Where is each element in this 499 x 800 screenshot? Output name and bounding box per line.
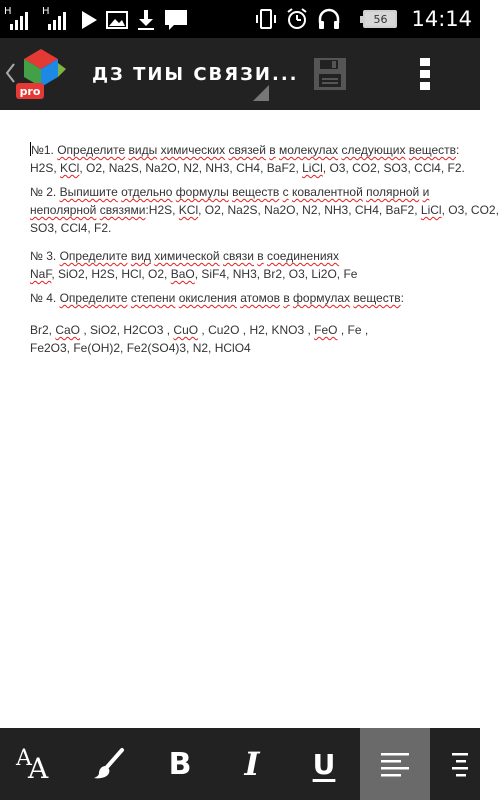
document-text: :: [400, 291, 404, 305]
spellcheck-word: веществ: [408, 143, 457, 157]
align-center-icon: [440, 751, 464, 777]
spellcheck-word: LiCl: [420, 203, 442, 217]
document-text: SO3, CCl4, F2.: [30, 221, 112, 235]
underline-button[interactable]: [288, 728, 360, 800]
image-icon: [106, 6, 128, 34]
spellcheck-word: связей: [228, 143, 266, 157]
title-dropdown-corner-icon[interactable]: [252, 84, 270, 102]
spellcheck-word: степени: [130, 291, 176, 305]
spellcheck-word: Определите: [59, 249, 128, 263]
spellcheck-word: вид: [130, 249, 151, 263]
spellcheck-word: связями: [99, 203, 146, 217]
spellcheck-word: виды: [128, 143, 158, 157]
battery-icon: [363, 5, 397, 33]
italic-icon: I: [244, 745, 260, 783]
save-button[interactable]: [310, 54, 350, 94]
document-text: Fe2O3, Fe(OH)2, Fe2(SO4)3, N2, HClO4: [30, 341, 251, 355]
format-painter-button[interactable]: [72, 728, 144, 800]
signal-bars-icon: [4, 8, 34, 32]
spellcheck-word: атомов: [240, 291, 280, 305]
spellcheck-word: связи: [222, 249, 254, 263]
spellcheck-word: FeO: [314, 323, 338, 337]
document-line[interactable]: [30, 266, 476, 284]
font-size-button[interactable]: [0, 728, 72, 800]
spellcheck-word: молекулах: [279, 143, 339, 157]
document-text: , O2, Na2S, Na2O, N2, NH3, CH4, BaF2,: [198, 203, 421, 217]
spellcheck-word: веществ: [353, 291, 401, 305]
spellcheck-word: ковалентной: [292, 185, 363, 199]
document-line[interactable]: [30, 184, 476, 202]
formatting-toolbar: [0, 728, 480, 800]
spellcheck-word: KCl: [60, 161, 80, 175]
spellcheck-word: и: [422, 185, 430, 199]
spellcheck-word: полярной: [366, 185, 420, 199]
battery-level: 56: [363, 10, 397, 28]
document-text: , SiO2, H2CO3 ,: [80, 323, 174, 337]
document-line[interactable]: [30, 220, 476, 238]
spellcheck-word: следующих: [341, 143, 406, 157]
document-body[interactable]: [30, 142, 499, 358]
spellcheck-word: химической: [154, 249, 220, 263]
spellcheck-word: в: [257, 249, 264, 263]
document-title[interactable]: ДЗ ТИЫ СВЯЗИ...: [92, 64, 299, 85]
underline-icon: U: [312, 747, 336, 781]
align-left-button[interactable]: [360, 728, 430, 800]
align-center-button[interactable]: [430, 728, 464, 800]
network-h-indicator-2: [42, 6, 72, 34]
vibrate-icon: [255, 5, 277, 33]
spellcheck-word: окисления: [178, 291, 237, 305]
spellcheck-word: Выпишите: [59, 185, 118, 199]
download-icon: [136, 6, 156, 34]
document-text: :H2S,: [145, 203, 179, 217]
signal-bars-icon-2: [42, 8, 72, 32]
document-line[interactable]: [30, 248, 476, 266]
spellcheck-word: формулы: [175, 185, 229, 199]
spellcheck-word: отдельно: [121, 185, 173, 199]
spellcheck-word: Определите: [59, 291, 128, 305]
spellcheck-word: KCl: [178, 203, 199, 217]
line-gap: [30, 308, 476, 322]
document-text: :: [456, 143, 460, 157]
office-suite-logo-icon[interactable]: [14, 47, 68, 101]
spellcheck-word: BaO: [170, 267, 195, 281]
spellcheck-word: CuO: [173, 323, 199, 337]
document-text: , SiO2, H2S, HCl, O2,: [51, 267, 171, 281]
spellcheck-word: веществ: [232, 185, 280, 199]
network-type-label-2: H: [42, 6, 50, 17]
network-type-label: H: [4, 6, 12, 17]
paintbrush-icon: [91, 747, 125, 781]
document-line[interactable]: [30, 322, 476, 340]
status-clock: 14:14: [411, 7, 472, 31]
more-options-icon[interactable]: [414, 54, 436, 94]
spellcheck-word: неполярной: [30, 203, 97, 217]
document-line[interactable]: [30, 142, 476, 160]
spellcheck-word: CaO: [55, 323, 81, 337]
spellcheck-word: формулах: [293, 291, 351, 305]
bold-button[interactable]: [144, 728, 216, 800]
headphones-icon: [317, 5, 341, 33]
italic-button[interactable]: [216, 728, 288, 800]
spellcheck-word: с: [282, 185, 289, 199]
document-text: № 2.: [30, 185, 60, 199]
spellcheck-word: в: [269, 143, 276, 157]
document-text: , Fe ,: [337, 323, 369, 337]
document-text: № 3.: [30, 249, 60, 263]
document-line[interactable]: [30, 202, 499, 220]
spellcheck-word: в: [283, 291, 290, 305]
alarm-icon: [285, 5, 309, 33]
document-text: №1.: [31, 143, 58, 157]
action-bar: [0, 38, 480, 110]
document-text: Br2,: [30, 323, 56, 337]
spellcheck-word: NaF: [30, 267, 52, 281]
document-text: , O2, Na2S, Na2O, N2, NH3, CH4, BaF2,: [79, 161, 303, 175]
document-line[interactable]: [30, 160, 476, 178]
align-left-icon: [379, 751, 411, 777]
network-h-indicator: [4, 6, 34, 34]
document-text: , SiF4, NH3, Br2, O3, Li2O, Fe: [194, 267, 358, 281]
document-text: H2S,: [30, 161, 61, 175]
document-text: , Cu2O , H2, KNO3 ,: [198, 323, 315, 337]
bold-icon: B: [168, 746, 192, 782]
spellcheck-word: химических: [160, 143, 226, 157]
document-line[interactable]: [30, 290, 476, 308]
font-size-icon: A A: [16, 746, 49, 785]
status-bar: [0, 0, 480, 38]
document-text: № 4.: [30, 291, 60, 305]
line-gap: [30, 238, 476, 248]
spellcheck-word: соединениях: [266, 249, 340, 263]
spellcheck-word: LiCl: [302, 161, 323, 175]
document-text: , O3, CO2, SO3, CCl4, F2.: [322, 161, 465, 175]
message-icon: [164, 6, 188, 34]
document-text: , O3, CO2,: [441, 203, 499, 217]
document-line[interactable]: [30, 340, 476, 358]
play-icon: [80, 6, 98, 34]
spellcheck-word: Определите: [57, 143, 126, 157]
logo-badge: pro: [19, 85, 41, 98]
